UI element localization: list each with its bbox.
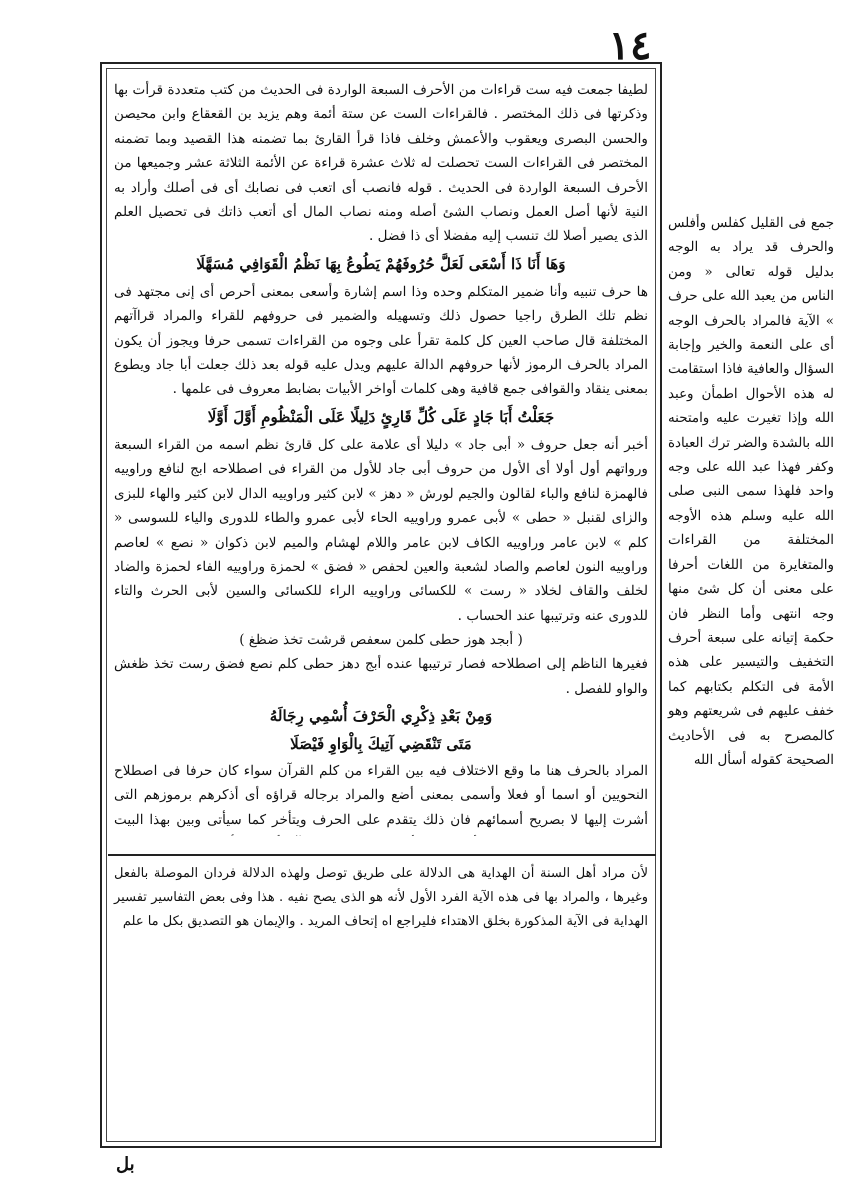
paragraph: فغيرها الناظم إلى اصطلاحه فصار ترتيبها عنده أبج دهز حطى كلم نصع فضق رست تخذ ظغش والواو للفصل . xyxy=(114,656,648,697)
paragraph: المراد بالحرف هنا ما وقع الاختلاف فيه بين القراء من كلم القرآن سواء كان حرفا فى اصطلاح النحويين أو اسما أو فعلا وأسمى بمعنى أضع والمراد برجاله قراؤه أى أذكرهم برموزهم التى أشرت إليها لا بصريح أسمائهم فان ذلك يتقدم على الحرف ويتأخر كما سيأتى وبين بهذا البيت xyxy=(114,762,648,828)
abjad-sequence: ( أبجد هوز حطى كلمن سعفص قرشت تخذ ضظغ ) xyxy=(239,632,523,649)
margin-commentary xyxy=(668,212,834,773)
margin-text: جمع فى القليل كفلس وأفلس والحرف قد يراد به الوجه بدليل قوله تعالى « ومن الناس من يعبد الله على حرف » الآية فالمراد بالحرف الوجه أى على النعمة والخير وإجابة السؤال والعافية فاذا استقامت له هذه الأحوال اطمأن وعبد الله وإذا تغيرت عليه وامتحنه الله بالشدة والضر ترك العبادة وكفر فهذا عبد الله على وجه واحد فلهذا سمى النبى صلى الله عليه وسلم هذه الأوجه المختلفة من القراءات والمتغايرة من اللغات أحرفا على معنى أن كل شئ منها وجه انتهى وأما النظر فان حكمة إتيانه على سبعة أحرف التخفيف والتيسير على هذه الأمة فى التكلم بكتابهم كما خفف عليهم فى شريعتهم وهو كالمصرح به فى الأحاديث الصحيحة كقوله أسأل الله xyxy=(668,216,834,768)
paragraph: ها حرف تنبيه وأنا ضمير المتكلم وحده وذا اسم إشارة وأسعى بمعنى أحرص أى إنى مجتهد فى نظم تلك الطرق راجيا حصول ذلك وتسهيله والضمير فى حروفهم للقراء والمراد قراآتهم المختلفة قال صاحب العين كل كلمة تقرأ على وجوه من القراءات تسمى حرفا ويجوز أن يكون المراد بالحرف الرموز لأنها حروفهم الدالة عليهم ويدل عليه قوله بعد ذلك جعلت أبا جاد ويطوع بمعنى ينقاد والقوافى جمع قافية وهى كلمات أواخر الأبيات بضابط معروف فى علمها . xyxy=(114,283,648,398)
verse-hemistich: وَمِنْ بَعْدِ ذِكْرِي الْحَرْفَ أُسْمِي رِجَالَهُ xyxy=(269,706,493,725)
main-text xyxy=(114,78,648,836)
verse-hemistich: مَتَى تَنْقَضِي آتِيكَ بِالْوَاوِ فَيْصَلَا xyxy=(290,734,472,753)
page-number: ١٤ xyxy=(608,22,652,69)
paragraph: أخبر أنه جعل حروف « أبى جاد » دليلا أى علامة على كل قارئ نظم اسمه من القراء السبعة ورواتهم أول أولا أى الأول من حروف أبى جاد للأول من القراء فى اصطلاحه ابج لنافع وراوييه فالهمزة لنافع والباء لقالون والجيم لورش « دهز » لابن كثير وراوييه الدال لابن كثير والهاء للبزى والزاى لقنبل « حطى » لأبى عمرو وراوييه الحاء لأبى عمرو والطاء للدورى والياء للسوسى « كلم » لابن عامر وراوييه الكاف لابن عامر واللام لهشام والميم لابن ذكوان « نصع » لعاصم وراوييه النون لعاصم والصاد لشعبة والعين لحفص « فضق » لحمزة وراوييه الفاء لحمزة والضاد لخلف والقاف لخلاد « رست » للكسائى وراوييه الراء للكسائى والسين لأبى الحرث والتاء للدورى عنه وترتيبها عند الحساب . xyxy=(114,436,648,624)
paragraph: لطيفا جمعت فيه ست قراءات من الأحرف السبعة الواردة فى الحديث من كتب متعددة قرأت بها وذكرتها فى ذلك المختصر . فالقراءات الست عن ستة أئمة وهم يزيد بن القعقاع وابن محيصن والحسن البصرى ويعقوب والأعمش وخلف فاذا قرأ القارئ بما تضمنه هذا القصيد وبما تضمنه المختصر فى القراءات الست تحصلت له ثلاث عشرة قراءة عن الأئمة الثلاثة عشر وجميعها من الأحرف السبعة الواردة فى الحديث . قوله فانصب أى اتعب فى نصابك أى فى أصلك وأراد به النية لأنها أصل العمل ونصاب الشئ أصله ومنه نصاب المال أى أتعب ذاتك فى تحصيل العلم الذى يصير أصلا لك تنسب إليه مفضلا أى ذا فضل . xyxy=(114,82,648,245)
catchword: بل xyxy=(116,1154,135,1175)
verse-line: وَهَا أَنَا ذَا أَسْعَى لَعَلَّ حُرُوفَهُمْ يَطُوعُ بِهَا نَظْمُ الْقَوَافِي مُسَهَّلَا xyxy=(196,254,566,273)
footnote-text: لأن مراد أهل السنة أن الهداية هى الدلالة على طريق توصل ولهذه الدلالة فردان الموصلة بالفعل وغيرها ، والمراد بها فى هذه الآية الفرد الأول لأنه هو الذى يصح نفيه . هذا وفى بعض التفاسير تفسير الهداية فى الآية المذكورة بخلق الاهتداء فليراجع اه إتحاف المريد . والإيمان هو التصديق بكل ما علم xyxy=(114,866,648,929)
footnote-divider xyxy=(108,854,656,856)
verse-line: جَعَلْتُ أَبَا جَادٍ عَلَى كُلِّ قَارِئٍ دَلِيلًا عَلَى الْمَنْظُومِ أَوَّلَ أَوَّلَا xyxy=(207,407,555,426)
verse-couplet xyxy=(114,702,648,758)
footnote xyxy=(114,862,648,934)
